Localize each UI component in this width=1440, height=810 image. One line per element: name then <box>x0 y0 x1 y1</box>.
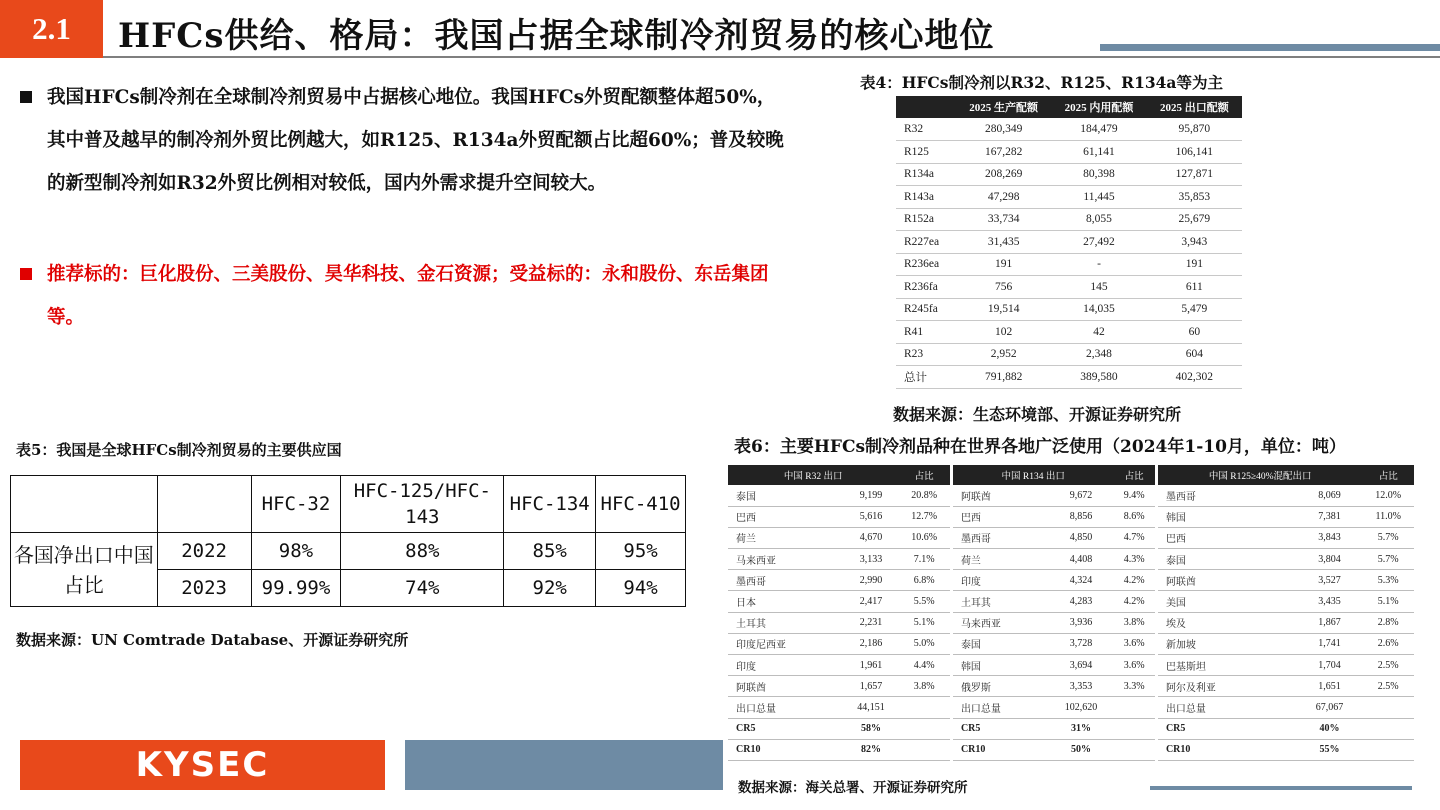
supply-share-table <box>10 475 686 607</box>
bullet-text: 我国HFCs制冷剂在全球制冷剂贸易中占据核心地位。我国HFCs外贸配额整体超50%，其中普及越早的制冷剂外贸比例越大，如R125、R134a外贸配额占比超60%；普及较晚的新型制冷剂如R32外贸比例相对较低，国内外需求提升空间较大。 <box>47 87 784 194</box>
refrigerant-cell: R245fa <box>896 298 956 321</box>
quota-cell: 127,871 <box>1147 163 1242 186</box>
country-cell: 巴西 <box>953 506 1049 527</box>
quota-cell: 184,479 <box>1051 118 1146 141</box>
volume-cell: 2,231 <box>844 612 899 633</box>
volume-cell: 9,672 <box>1049 485 1114 506</box>
table-header-row <box>896 96 1242 118</box>
table-header-cell: 2025 出口配额 <box>1147 96 1242 118</box>
table-header-cell: 中国 R125≥40%混配出口 <box>1158 465 1363 485</box>
volume-cell: 40% <box>1297 718 1363 739</box>
table-cell: 94% <box>596 570 686 607</box>
share-cell: 3.8% <box>898 676 950 697</box>
country-cell: 墨西哥 <box>728 570 844 591</box>
volume-cell: 2,990 <box>844 570 899 591</box>
table4-source: 数据来源：生态环境部、开源证券研究所 <box>893 405 1182 424</box>
country-cell: 阿联酋 <box>728 676 844 697</box>
quota-cell: 191 <box>956 253 1051 276</box>
volume-cell: 1,651 <box>1297 676 1363 697</box>
table-row <box>896 276 1242 299</box>
table-row <box>896 321 1242 344</box>
table-row <box>728 527 1414 548</box>
table-row <box>728 633 1414 654</box>
table-header-row <box>728 465 1414 485</box>
country-cell: 巴西 <box>1158 527 1297 548</box>
share-cell: 2.5% <box>1362 676 1414 697</box>
volume-cell: 3,843 <box>1297 527 1363 548</box>
quota-cell: 2,348 <box>1051 343 1146 366</box>
table-row <box>728 506 1414 527</box>
page-title: HFCs供给、格局：我国占据全球制冷剂贸易的核心地位 <box>118 16 995 56</box>
country-cell: 荷兰 <box>728 527 844 548</box>
volume-cell: 4,324 <box>1049 570 1114 591</box>
volume-cell: 1,704 <box>1297 655 1363 676</box>
quota-cell: 80,398 <box>1051 163 1146 186</box>
country-cell: CR5 <box>1158 718 1297 739</box>
table-header-cell: 2025 生产配额 <box>956 96 1051 118</box>
table-header-cell <box>896 96 956 118</box>
table-row <box>896 366 1242 389</box>
share-cell: 2.8% <box>1362 612 1414 633</box>
table5-caption: 表5：我国是全球HFCs制冷剂贸易的主要供应国 <box>16 441 342 459</box>
title-divider <box>103 56 1440 58</box>
table-cell: 99.99% <box>251 570 341 607</box>
table-row <box>896 118 1242 141</box>
country-cell: CR5 <box>953 718 1049 739</box>
volume-cell: 2,417 <box>844 591 899 612</box>
country-cell: 美国 <box>1158 591 1297 612</box>
quota-cell: 106,141 <box>1147 141 1242 164</box>
bullet-recommendations <box>20 253 790 339</box>
share-cell: 5.0% <box>898 633 950 654</box>
share-cell: 4.2% <box>1113 570 1155 591</box>
quota-cell: 42 <box>1051 321 1146 344</box>
country-cell: 韩国 <box>953 655 1049 676</box>
share-cell: 2.6% <box>1362 633 1414 654</box>
share-cell: 3.6% <box>1113 633 1155 654</box>
country-cell: 巴西 <box>728 506 844 527</box>
quota-cell: 61,141 <box>1051 141 1146 164</box>
share-cell: 2.5% <box>1362 655 1414 676</box>
section-number: 2.1 <box>0 0 103 58</box>
table-row <box>896 298 1242 321</box>
volume-cell: 1,657 <box>844 676 899 697</box>
refrigerant-cell: R32 <box>896 118 956 141</box>
table-header-cell <box>11 476 158 533</box>
volume-cell: 82% <box>844 739 899 760</box>
bullet-core-position <box>20 76 790 205</box>
table-header-cell: 中国 R32 出口 <box>728 465 898 485</box>
share-cell <box>1362 739 1414 760</box>
refrigerant-cell: R125 <box>896 141 956 164</box>
table-header-cell: 占比 <box>1362 465 1414 485</box>
table-header-cell: HFC-134 <box>504 476 596 533</box>
volume-cell: 3,435 <box>1297 591 1363 612</box>
square-bullet-icon <box>20 91 32 103</box>
share-cell: 10.6% <box>898 527 950 548</box>
volume-cell: 1,741 <box>1297 633 1363 654</box>
quota-table-body <box>896 118 1242 388</box>
table6-caption: 表6：主要HFCs制冷剂品种在世界各地广泛使用（2024年1-10月，单位：吨） <box>734 437 1346 457</box>
quota-cell: 191 <box>1147 253 1242 276</box>
volume-cell: 3,133 <box>844 549 899 570</box>
volume-cell: 1,961 <box>844 655 899 676</box>
footer-logo-bar <box>20 740 385 790</box>
volume-cell: 1,867 <box>1297 612 1363 633</box>
share-cell: 12.0% <box>1362 485 1414 506</box>
share-cell: 3.6% <box>1113 655 1155 676</box>
share-cell <box>1113 697 1155 718</box>
quota-cell: 14,035 <box>1051 298 1146 321</box>
country-cell: CR5 <box>728 718 844 739</box>
country-cell: 马来西亚 <box>728 549 844 570</box>
country-cell: CR10 <box>953 739 1049 760</box>
volume-cell: 55% <box>1297 739 1363 760</box>
table-row <box>728 676 1414 697</box>
volume-cell: 5,616 <box>844 506 899 527</box>
table-cell: 95% <box>596 533 686 570</box>
kysec-logo: KYSEC <box>135 745 270 785</box>
share-cell: 20.8% <box>898 485 950 506</box>
refrigerant-cell: R41 <box>896 321 956 344</box>
table-row <box>728 697 1414 718</box>
quota-cell: 95,870 <box>1147 118 1242 141</box>
country-cell: 埃及 <box>1158 612 1297 633</box>
quota-cell: 611 <box>1147 276 1242 299</box>
refrigerant-cell: R227ea <box>896 231 956 254</box>
country-cell: 日本 <box>728 591 844 612</box>
country-cell: 泰国 <box>1158 549 1297 570</box>
share-cell: 4.4% <box>898 655 950 676</box>
footer-accent-rule <box>1150 786 1412 790</box>
share-cell: 5.1% <box>1362 591 1414 612</box>
table-row <box>728 591 1414 612</box>
volume-cell: 50% <box>1049 739 1114 760</box>
country-cell: 阿尔及利亚 <box>1158 676 1297 697</box>
volume-cell: 3,936 <box>1049 612 1114 633</box>
quota-cell: 31,435 <box>956 231 1051 254</box>
share-cell: 6.8% <box>898 570 950 591</box>
table-header-cell <box>157 476 251 533</box>
quota-cell: 3,943 <box>1147 231 1242 254</box>
table6-source: 数据来源：海关总署、开源证券研究所 <box>738 780 968 796</box>
table-header-row <box>11 476 686 533</box>
bullet-text: 推荐标的：巨化股份、三美股份、昊华科技、金石资源；受益标的：永和股份、东岳集团等。 <box>47 264 769 328</box>
table-cell: 88% <box>341 533 504 570</box>
table-header-cell: 2025 内用配额 <box>1051 96 1146 118</box>
share-cell: 5.3% <box>1362 570 1414 591</box>
table-cell: 85% <box>504 533 596 570</box>
share-cell: 3.8% <box>1113 612 1155 633</box>
quota-cell: 402,302 <box>1147 366 1242 389</box>
share-cell: 9.4% <box>1113 485 1155 506</box>
quota-cell: 60 <box>1147 321 1242 344</box>
country-cell: 土耳其 <box>728 612 844 633</box>
quota-cell: 280,349 <box>956 118 1051 141</box>
share-cell: 7.1% <box>898 549 950 570</box>
volume-cell: 44,151 <box>844 697 899 718</box>
refrigerant-cell: 总计 <box>896 366 956 389</box>
quota-cell: 35,853 <box>1147 186 1242 209</box>
table-row <box>728 485 1414 506</box>
table5-source: 数据来源：UN Comtrade Database、开源证券研究所 <box>16 631 409 649</box>
share-cell: 5.7% <box>1362 549 1414 570</box>
table-row <box>11 533 686 570</box>
table-row <box>728 718 1414 739</box>
export-destination-table <box>728 465 1414 761</box>
table-header-cell: HFC-32 <box>251 476 341 533</box>
quota-cell: 208,269 <box>956 163 1051 186</box>
refrigerant-cell: R236fa <box>896 276 956 299</box>
quota-cell: 102 <box>956 321 1051 344</box>
quota-cell: 756 <box>956 276 1051 299</box>
refrigerant-cell: R23 <box>896 343 956 366</box>
quota-cell: 389,580 <box>1051 366 1146 389</box>
share-cell <box>898 697 950 718</box>
country-cell: 巴基斯坦 <box>1158 655 1297 676</box>
refrigerant-cell: R152a <box>896 208 956 231</box>
quota-cell: 25,679 <box>1147 208 1242 231</box>
share-cell <box>1362 718 1414 739</box>
share-cell: 12.7% <box>898 506 950 527</box>
volume-cell: 4,670 <box>844 527 899 548</box>
year-cell: 2022 <box>157 533 251 570</box>
table-header-cell: HFC-410 <box>596 476 686 533</box>
country-cell: 新加坡 <box>1158 633 1297 654</box>
share-cell: 4.7% <box>1113 527 1155 548</box>
row-label: 各国净出口中国占比 <box>11 533 158 607</box>
quota-cell: 791,882 <box>956 366 1051 389</box>
volume-cell: 4,283 <box>1049 591 1114 612</box>
table-row <box>896 253 1242 276</box>
title-accent-bar <box>1100 44 1440 51</box>
volume-cell: 67,067 <box>1297 697 1363 718</box>
share-cell: 5.7% <box>1362 527 1414 548</box>
quota-cell: 27,492 <box>1051 231 1146 254</box>
share-cell: 5.5% <box>898 591 950 612</box>
country-cell: 印度 <box>728 655 844 676</box>
table-row <box>896 208 1242 231</box>
country-cell: 泰国 <box>728 485 844 506</box>
volume-cell: 8,069 <box>1297 485 1363 506</box>
quota-cell: 8,055 <box>1051 208 1146 231</box>
country-cell: 出口总量 <box>1158 697 1297 718</box>
country-cell: CR10 <box>728 739 844 760</box>
table-row <box>896 141 1242 164</box>
quota-cell: 145 <box>1051 276 1146 299</box>
share-cell: 4.3% <box>1113 549 1155 570</box>
table-row <box>728 739 1414 760</box>
table4-caption: 表4：HFCs制冷剂以R32、R125、R134a等为主 <box>860 73 1223 92</box>
share-cell: 3.3% <box>1113 676 1155 697</box>
volume-cell: 2,186 <box>844 633 899 654</box>
country-cell: 俄罗斯 <box>953 676 1049 697</box>
table-row <box>728 549 1414 570</box>
volume-cell: 3,527 <box>1297 570 1363 591</box>
refrigerant-cell: R236ea <box>896 253 956 276</box>
quota-cell: 604 <box>1147 343 1242 366</box>
volume-cell: 9,199 <box>844 485 899 506</box>
share-cell <box>1362 697 1414 718</box>
volume-cell: 31% <box>1049 718 1114 739</box>
table-header-cell: 占比 <box>898 465 950 485</box>
volume-cell: 3,353 <box>1049 676 1114 697</box>
share-cell: 11.0% <box>1362 506 1414 527</box>
volume-cell: 8,856 <box>1049 506 1114 527</box>
refrigerant-cell: R134a <box>896 163 956 186</box>
quota-table <box>896 96 1242 389</box>
volume-cell: 7,381 <box>1297 506 1363 527</box>
export-table-body <box>728 485 1414 760</box>
table-row <box>896 163 1242 186</box>
refrigerant-cell: R143a <box>896 186 956 209</box>
country-cell: 阿联酋 <box>953 485 1049 506</box>
square-bullet-icon <box>20 268 32 280</box>
table-header-cell: 中国 R134 出口 <box>953 465 1113 485</box>
country-cell: 土耳其 <box>953 591 1049 612</box>
table-row <box>728 655 1414 676</box>
quota-cell: 2,952 <box>956 343 1051 366</box>
table-row <box>728 612 1414 633</box>
country-cell: 出口总量 <box>728 697 844 718</box>
country-cell: 印度尼西亚 <box>728 633 844 654</box>
volume-cell: 3,694 <box>1049 655 1114 676</box>
quota-cell: 5,479 <box>1147 298 1242 321</box>
country-cell: CR10 <box>1158 739 1297 760</box>
volume-cell: 4,850 <box>1049 527 1114 548</box>
share-cell <box>1113 739 1155 760</box>
table-row <box>896 186 1242 209</box>
country-cell: 阿联酋 <box>1158 570 1297 591</box>
quota-cell: 47,298 <box>956 186 1051 209</box>
volume-cell: 3,728 <box>1049 633 1114 654</box>
share-cell <box>898 718 950 739</box>
country-cell: 墨西哥 <box>1158 485 1297 506</box>
country-cell: 韩国 <box>1158 506 1297 527</box>
share-cell: 4.2% <box>1113 591 1155 612</box>
table-row <box>896 231 1242 254</box>
country-cell: 马来西亚 <box>953 612 1049 633</box>
volume-cell: 102,620 <box>1049 697 1114 718</box>
country-cell: 墨西哥 <box>953 527 1049 548</box>
quota-cell: 19,514 <box>956 298 1051 321</box>
country-cell: 印度 <box>953 570 1049 591</box>
country-cell: 荷兰 <box>953 549 1049 570</box>
quota-cell: 33,734 <box>956 208 1051 231</box>
footer-accent-block <box>405 740 723 790</box>
table-header-cell: HFC-125/HFC-143 <box>341 476 504 533</box>
share-cell <box>898 739 950 760</box>
share-cell: 8.6% <box>1113 506 1155 527</box>
table-row <box>728 570 1414 591</box>
table-row <box>896 343 1242 366</box>
volume-cell: 3,804 <box>1297 549 1363 570</box>
volume-cell: 58% <box>844 718 899 739</box>
share-cell <box>1113 718 1155 739</box>
quota-cell: 11,445 <box>1051 186 1146 209</box>
quota-cell: 167,282 <box>956 141 1051 164</box>
table-cell: 92% <box>504 570 596 607</box>
table-header-cell: 占比 <box>1113 465 1155 485</box>
year-cell: 2023 <box>157 570 251 607</box>
table-cell: 74% <box>341 570 504 607</box>
quota-cell: - <box>1051 253 1146 276</box>
country-cell: 出口总量 <box>953 697 1049 718</box>
volume-cell: 4,408 <box>1049 549 1114 570</box>
table-cell: 98% <box>251 533 341 570</box>
country-cell: 泰国 <box>953 633 1049 654</box>
share-cell: 5.1% <box>898 612 950 633</box>
